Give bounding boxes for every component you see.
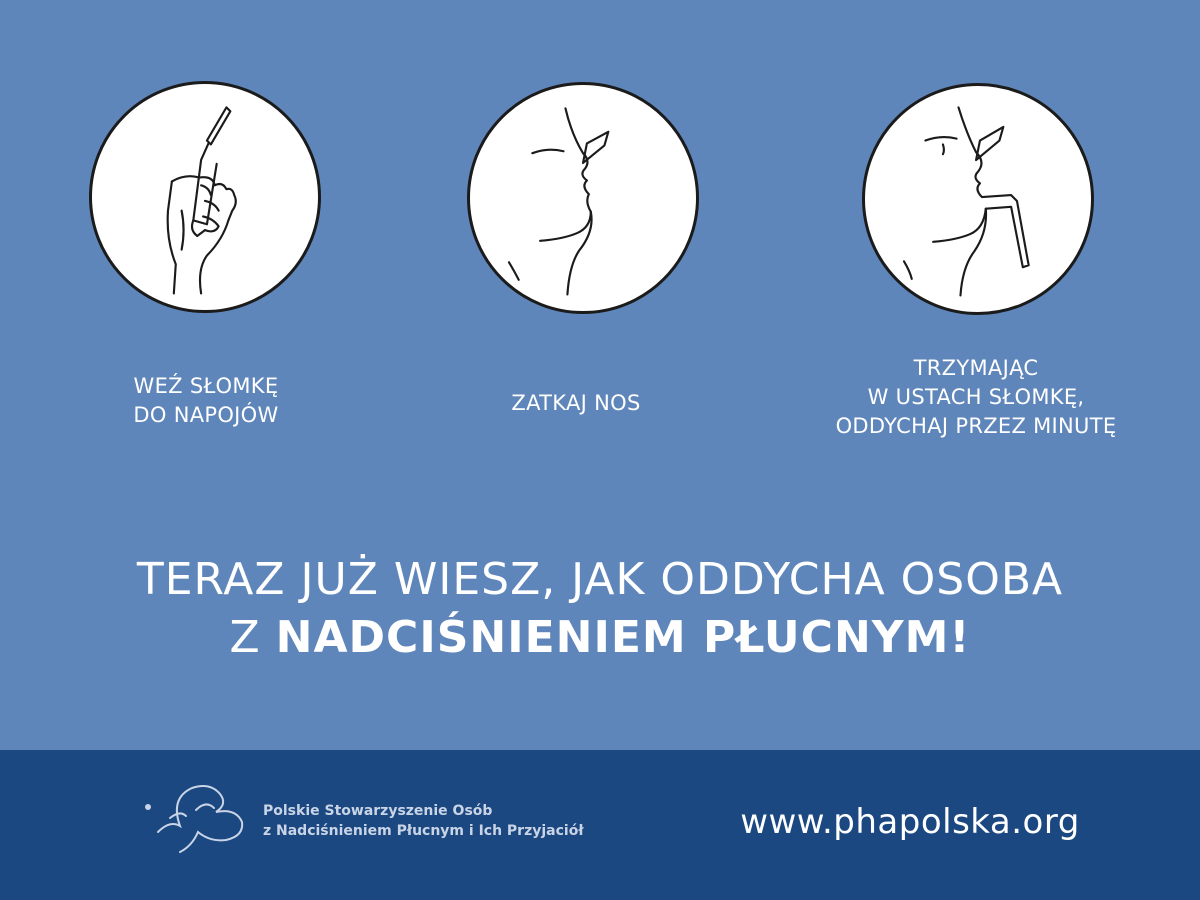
organization-line-1: Polskie Stowarzyszenie Osób — [263, 803, 493, 819]
headline — [0, 551, 1200, 667]
headline-line-1: TERAZ JUŻ WIESZ, JAK ODDYCHA OSOBA — [136, 554, 1064, 605]
headline-prefix: Z — [229, 612, 276, 663]
step-2-line-1: ZATKAJ NOS — [511, 391, 641, 415]
step-3-caption — [776, 354, 1176, 441]
step-1-caption — [56, 372, 356, 430]
hand-holding-straw-icon — [89, 81, 321, 313]
organization-name — [263, 801, 584, 841]
face-nose-clip-icon — [467, 82, 699, 314]
face-straw-breathing-icon — [862, 83, 1094, 315]
butterfly-logo-icon — [140, 780, 260, 860]
website-url[interactable]: www.phapolska.org — [740, 802, 1080, 842]
step-3-line-2: W USTACH SŁOMKĘ, — [867, 385, 1085, 409]
headline-bold: NADCIŚNIENIEM PŁUCNYM! — [275, 612, 971, 663]
step-1-line-1: WEŹ SŁOMKĘ — [133, 374, 279, 398]
headline-line-2 — [0, 609, 1200, 667]
step-3-line-1: TRZYMAJĄC — [913, 356, 1039, 380]
organization-line-2: z Nadciśnieniem Płucnym i Ich Przyjaciół — [263, 823, 584, 839]
step-3-line-3: ODDYCHAJ PRZEZ MINUTĘ — [835, 414, 1117, 438]
step-2-caption — [426, 389, 726, 418]
step-1-line-2: DO NAPOJÓW — [133, 403, 279, 427]
